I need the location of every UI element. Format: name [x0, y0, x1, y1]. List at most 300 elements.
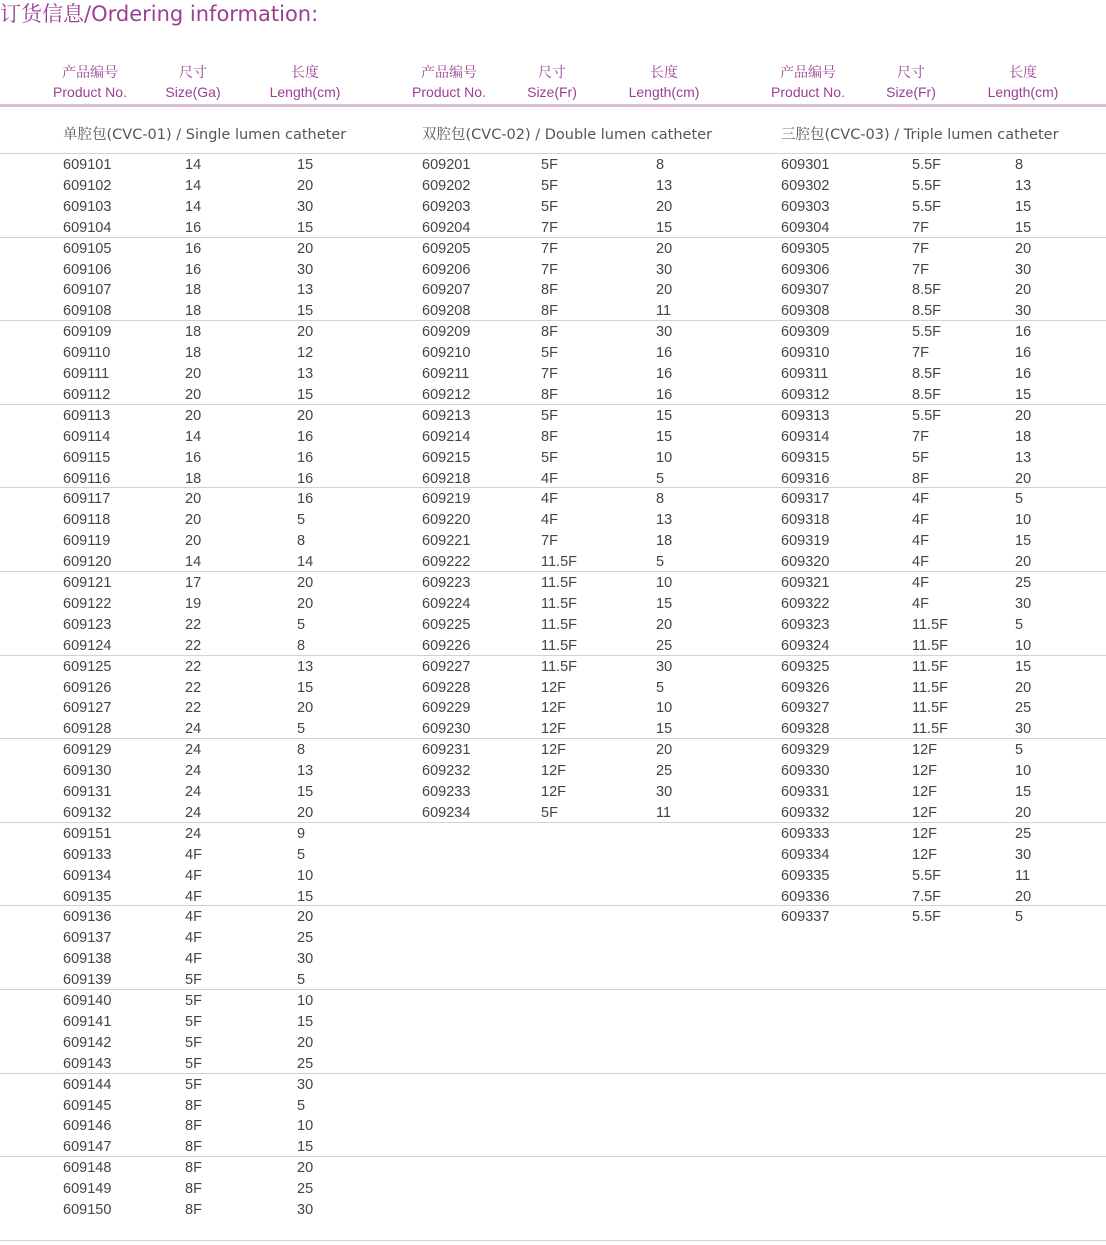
length-cell: 13 [1015, 177, 1032, 194]
product-no-cell: 609151 [63, 825, 112, 842]
size-cell: 5F [541, 198, 558, 215]
row-divider [0, 989, 1106, 990]
size-cell: 11.5F [912, 616, 949, 633]
product-no-cell: 609225 [422, 616, 471, 633]
row-divider [0, 1156, 1106, 1157]
header-length-en: Length(cm) [269, 84, 341, 100]
length-cell: 30 [656, 324, 673, 341]
product-no-cell: 609317 [781, 491, 830, 508]
product-no-cell: 609201 [422, 157, 471, 173]
length-cell: 30 [297, 198, 314, 215]
product-no-cell: 609112 [63, 386, 111, 403]
length-cell: 20 [297, 177, 314, 194]
header-length-cn: 长度 [650, 65, 678, 81]
product-no-cell: 609230 [422, 721, 471, 738]
size-cell: 11.5F [912, 721, 949, 738]
header-divider [0, 104, 1106, 107]
header-length-cn: 长度 [291, 65, 319, 81]
product-no-cell: 609203 [422, 198, 471, 215]
length-cell: 15 [656, 428, 673, 445]
product-no-cell: 609315 [781, 449, 830, 466]
product-no-cell: 609221 [422, 533, 471, 550]
product-no-cell: 609102 [63, 177, 112, 194]
size-cell: 24 [185, 804, 202, 821]
length-cell: 20 [297, 700, 314, 717]
product-no-cell: 609234 [422, 804, 471, 821]
length-cell: 30 [297, 1076, 314, 1093]
size-cell: 5F [541, 345, 558, 362]
length-cell: 10 [1015, 763, 1032, 780]
product-no-cell: 609209 [422, 324, 471, 341]
length-cell: 13 [297, 282, 314, 299]
length-cell: 20 [297, 804, 314, 821]
length-cell: 10 [297, 993, 314, 1009]
length-cell: 5 [297, 1097, 306, 1114]
product-no-cell: 609139 [63, 972, 112, 989]
length-cell: 20 [1015, 240, 1032, 257]
product-no-cell: 609114 [63, 428, 111, 445]
product-no-cell: 609231 [422, 742, 471, 759]
product-no-cell: 609205 [422, 240, 471, 257]
product-no-cell: 609106 [63, 261, 112, 278]
product-no-cell: 609312 [781, 386, 830, 403]
size-cell: 22 [185, 616, 202, 633]
product-no-cell: 609304 [781, 219, 830, 236]
size-cell: 7F [912, 261, 929, 278]
length-cell: 25 [1015, 575, 1032, 591]
length-cell: 25 [297, 1055, 314, 1072]
product-no-cell: 609107 [63, 282, 112, 299]
product-no-cell: 609110 [63, 345, 111, 362]
size-cell: 14 [185, 428, 202, 445]
row-divider [0, 1073, 1106, 1074]
size-cell: 7.5F [912, 888, 942, 905]
product-no-cell: 609215 [422, 449, 471, 466]
product-no-cell: 609103 [63, 198, 112, 215]
size-cell: 7F [541, 533, 558, 550]
product-no-cell: 609125 [63, 658, 112, 675]
size-cell: 24 [185, 721, 202, 738]
product-no-cell: 609311 [781, 366, 829, 382]
size-cell: 4F [541, 470, 558, 487]
length-cell: 16 [656, 345, 673, 362]
size-cell: 16 [185, 240, 202, 257]
product-no-cell: 609305 [781, 240, 830, 257]
length-cell: 15 [297, 888, 314, 905]
length-cell: 8 [656, 491, 665, 508]
size-cell: 11.5F [912, 658, 949, 675]
product-no-cell: 609233 [422, 784, 471, 800]
size-cell: 4F [912, 512, 929, 529]
size-cell: 4F [541, 491, 558, 508]
length-cell: 15 [297, 679, 314, 696]
length-cell: 15 [297, 1013, 314, 1030]
size-cell: 12F [912, 825, 937, 842]
product-no-cell: 609128 [63, 721, 112, 738]
header-size-en: Size(Ga) [165, 84, 221, 100]
length-cell: 30 [297, 1202, 314, 1218]
length-cell: 20 [1015, 804, 1032, 821]
size-cell: 11.5F [541, 575, 578, 591]
length-cell: 15 [1015, 198, 1032, 215]
size-cell: 4F [912, 554, 929, 571]
size-cell: 16 [185, 219, 202, 236]
product-no-cell: 609329 [781, 742, 830, 759]
size-cell: 16 [185, 261, 202, 278]
length-cell: 13 [297, 658, 314, 675]
length-cell: 10 [1015, 512, 1032, 529]
product-no-cell: 609130 [63, 763, 112, 780]
product-no-cell: 609327 [781, 700, 830, 717]
length-cell: 18 [1015, 428, 1032, 445]
header-size-en: Size(Fr) [886, 84, 936, 100]
product-no-cell: 609127 [63, 700, 112, 717]
product-no-cell: 609223 [422, 575, 471, 591]
size-cell: 5F [912, 449, 929, 466]
size-cell: 14 [185, 554, 202, 571]
header-product-no-en: Product No. [771, 84, 845, 100]
length-cell: 20 [1015, 470, 1032, 487]
size-cell: 17 [185, 575, 202, 591]
length-cell: 11 [656, 303, 672, 320]
length-cell: 16 [656, 366, 673, 382]
length-cell: 25 [656, 637, 673, 654]
length-cell: 15 [297, 219, 314, 236]
size-cell: 7F [912, 219, 929, 236]
product-no-cell: 609136 [63, 909, 112, 926]
product-no-cell: 609229 [422, 700, 471, 717]
size-cell: 8F [185, 1118, 202, 1135]
size-cell: 22 [185, 658, 202, 675]
product-no-cell: 609308 [781, 303, 830, 320]
product-no-cell: 609135 [63, 888, 112, 905]
header-product-no-cn: 产品编号 [62, 65, 118, 81]
product-no-cell: 609309 [781, 324, 830, 341]
product-no-cell: 609208 [422, 303, 471, 320]
size-cell: 11.5F [541, 658, 578, 675]
size-cell: 12F [912, 742, 937, 759]
product-no-cell: 609138 [63, 951, 112, 968]
product-no-cell: 609204 [422, 219, 471, 236]
length-cell: 10 [656, 575, 673, 591]
product-no-cell: 609313 [781, 407, 830, 424]
product-no-cell: 609118 [63, 512, 111, 529]
product-no-cell: 609206 [422, 261, 471, 278]
product-no-cell: 609318 [781, 512, 830, 529]
size-cell: 5F [541, 407, 558, 424]
length-cell: 16 [297, 428, 314, 445]
product-no-cell: 609220 [422, 512, 471, 529]
product-no-cell: 609222 [422, 554, 471, 571]
product-no-cell: 609211 [422, 366, 470, 382]
length-cell: 20 [297, 1160, 314, 1177]
size-cell: 8.5F [912, 366, 942, 382]
product-no-cell: 609301 [781, 157, 830, 173]
size-cell: 22 [185, 637, 202, 654]
size-cell: 8F [185, 1181, 202, 1198]
length-cell: 15 [297, 157, 314, 173]
product-no-cell: 609232 [422, 763, 471, 780]
size-cell: 12F [912, 763, 937, 780]
product-no-cell: 609134 [63, 867, 112, 884]
length-cell: 15 [656, 219, 673, 236]
size-cell: 4F [185, 888, 202, 905]
size-cell: 8F [541, 428, 558, 445]
product-no-cell: 609140 [63, 993, 112, 1009]
product-no-cell: 609132 [63, 804, 112, 821]
product-no-cell: 609131 [63, 784, 112, 800]
product-no-cell: 609228 [422, 679, 471, 696]
size-cell: 22 [185, 679, 202, 696]
product-no-cell: 609210 [422, 345, 471, 362]
size-cell: 7F [912, 240, 929, 257]
header-size-cn: 尺寸 [538, 65, 566, 81]
length-cell: 5 [656, 470, 665, 487]
length-cell: 15 [656, 721, 673, 738]
size-cell: 18 [185, 303, 202, 320]
header-product-no-cn: 产品编号 [780, 65, 836, 81]
size-cell: 11.5F [541, 616, 578, 633]
length-cell: 5 [297, 972, 306, 989]
length-cell: 8 [297, 533, 306, 550]
length-cell: 11 [1015, 867, 1031, 884]
length-cell: 10 [656, 700, 673, 717]
product-no-cell: 609212 [422, 386, 471, 403]
product-no-cell: 609144 [63, 1076, 112, 1093]
size-cell: 11.5F [541, 637, 578, 654]
size-cell: 11.5F [912, 700, 949, 717]
product-no-cell: 609105 [63, 240, 112, 257]
size-cell: 4F [541, 512, 558, 529]
length-cell: 5 [297, 616, 306, 633]
length-cell: 20 [656, 616, 673, 633]
length-cell: 16 [1015, 345, 1032, 362]
product-no-cell: 609101 [63, 157, 112, 173]
product-no-cell: 609141 [63, 1013, 112, 1030]
size-cell: 7F [912, 428, 929, 445]
length-cell: 25 [1015, 700, 1032, 717]
product-no-cell: 609109 [63, 324, 112, 341]
header-size-cn: 尺寸 [179, 65, 207, 81]
size-cell: 5F [541, 157, 558, 173]
product-no-cell: 609325 [781, 658, 830, 675]
size-cell: 12F [541, 742, 566, 759]
size-cell: 5.5F [912, 909, 942, 926]
length-cell: 15 [1015, 784, 1032, 800]
product-no-cell: 609333 [781, 825, 830, 842]
size-cell: 20 [185, 512, 202, 529]
product-no-cell: 609224 [422, 595, 471, 612]
length-cell: 18 [656, 533, 673, 550]
header-length [963, 64, 1083, 102]
length-cell: 15 [1015, 219, 1032, 236]
product-no-cell: 609113 [63, 407, 111, 424]
length-cell: 20 [297, 1034, 314, 1051]
header-product-no-cn: 产品编号 [421, 65, 477, 81]
size-cell: 24 [185, 763, 202, 780]
size-cell: 14 [185, 157, 202, 173]
size-cell: 4F [185, 909, 202, 926]
length-cell: 13 [656, 512, 673, 529]
length-cell: 5 [1015, 491, 1024, 508]
size-cell: 5.5F [912, 324, 942, 341]
length-cell: 30 [1015, 303, 1032, 320]
length-cell: 25 [1015, 825, 1032, 842]
product-no-cell: 609148 [63, 1160, 112, 1177]
size-cell: 8F [541, 324, 558, 341]
size-cell: 11.5F [541, 595, 578, 612]
bottom-divider [0, 1240, 1106, 1241]
product-no-cell: 609319 [781, 533, 830, 550]
size-cell: 18 [185, 470, 202, 487]
product-no-cell: 609214 [422, 428, 471, 445]
product-no-cell: 609202 [422, 177, 471, 194]
product-no-cell: 609218 [422, 470, 471, 487]
length-cell: 20 [656, 742, 673, 759]
size-cell: 5F [541, 804, 558, 821]
length-cell: 13 [297, 763, 314, 780]
length-cell: 5 [656, 554, 665, 571]
size-cell: 12F [541, 763, 566, 780]
length-cell: 13 [1015, 449, 1032, 466]
size-cell: 20 [185, 386, 202, 403]
product-no-cell: 609137 [63, 930, 112, 947]
length-cell: 15 [297, 784, 314, 800]
size-cell: 7F [541, 219, 558, 236]
length-cell: 30 [656, 261, 673, 278]
size-cell: 5.5F [912, 867, 942, 884]
product-no-cell: 609147 [63, 1139, 112, 1156]
length-cell: 12 [297, 345, 314, 362]
size-cell: 18 [185, 282, 202, 299]
length-cell: 25 [297, 1181, 314, 1198]
product-no-cell: 609302 [781, 177, 830, 194]
length-cell: 30 [1015, 721, 1032, 738]
length-cell: 20 [1015, 679, 1032, 696]
header-product-no-en: Product No. [412, 84, 486, 100]
product-no-cell: 609117 [63, 491, 111, 508]
product-no-cell: 609149 [63, 1181, 112, 1198]
length-cell: 30 [297, 951, 314, 968]
size-cell: 8F [912, 470, 929, 487]
length-cell: 20 [297, 407, 314, 424]
size-cell: 7F [912, 345, 929, 362]
header-size [851, 64, 971, 102]
size-cell: 4F [912, 533, 929, 550]
product-no-cell: 609331 [781, 784, 830, 800]
size-cell: 5.5F [912, 157, 942, 173]
length-cell: 20 [656, 282, 673, 299]
size-cell: 8F [541, 386, 558, 403]
product-no-cell: 609111 [63, 366, 110, 382]
length-cell: 15 [297, 303, 314, 320]
length-cell: 25 [656, 763, 673, 780]
product-no-cell: 609336 [781, 888, 830, 905]
size-cell: 5.5F [912, 177, 942, 194]
size-cell: 14 [185, 198, 202, 215]
length-cell: 8 [1015, 157, 1024, 173]
product-no-cell: 609116 [63, 470, 111, 487]
size-cell: 4F [912, 575, 929, 591]
length-cell: 30 [656, 784, 673, 800]
size-cell: 8F [185, 1202, 202, 1218]
size-cell: 4F [185, 951, 202, 968]
length-cell: 13 [297, 366, 314, 382]
product-no-cell: 609219 [422, 491, 471, 508]
size-cell: 4F [912, 491, 929, 508]
length-cell: 16 [297, 491, 314, 508]
row-divider [0, 153, 1106, 154]
size-cell: 12F [541, 700, 566, 717]
length-cell: 20 [1015, 407, 1032, 424]
size-cell: 5.5F [912, 407, 942, 424]
product-no-cell: 609314 [781, 428, 830, 445]
product-no-cell: 609133 [63, 846, 112, 863]
length-cell: 16 [1015, 366, 1032, 382]
product-no-cell: 609320 [781, 554, 830, 571]
header-size [133, 64, 253, 102]
size-cell: 20 [185, 366, 202, 382]
product-no-cell: 609143 [63, 1055, 112, 1072]
header-product-no [389, 64, 509, 102]
group-subtitle: 双腔包(CVC-02) / Double lumen catheter [422, 127, 713, 143]
length-cell: 20 [297, 909, 314, 926]
size-cell: 11.5F [912, 679, 949, 696]
size-cell: 7F [541, 261, 558, 278]
size-cell: 16 [185, 449, 202, 466]
product-no-cell: 609307 [781, 282, 830, 299]
length-cell: 20 [1015, 554, 1032, 571]
header-size-cn: 尺寸 [897, 65, 925, 81]
header-product-no-en: Product No. [53, 84, 127, 100]
length-cell: 10 [656, 449, 673, 466]
size-cell: 11.5F [912, 637, 949, 654]
size-cell: 8.5F [912, 303, 942, 320]
size-cell: 5F [185, 1055, 202, 1072]
length-cell: 5 [297, 721, 306, 738]
length-cell: 13 [656, 177, 673, 194]
product-no-cell: 609124 [63, 637, 112, 654]
product-no-cell: 609123 [63, 616, 112, 633]
length-cell: 20 [1015, 282, 1032, 299]
length-cell: 20 [297, 324, 314, 341]
size-cell: 12F [912, 784, 937, 800]
length-cell: 8 [297, 637, 306, 654]
size-cell: 7F [541, 366, 558, 382]
product-no-cell: 609121 [63, 575, 112, 591]
length-cell: 10 [297, 867, 314, 884]
product-no-cell: 609115 [63, 449, 111, 466]
size-cell: 12F [912, 804, 937, 821]
size-cell: 5F [541, 449, 558, 466]
size-cell: 18 [185, 345, 202, 362]
length-cell: 11 [656, 804, 672, 821]
length-cell: 5 [1015, 616, 1024, 633]
length-cell: 15 [656, 595, 673, 612]
product-no-cell: 609129 [63, 742, 112, 759]
header-length-cn: 长度 [1009, 65, 1037, 81]
size-cell: 19 [185, 595, 202, 612]
product-no-cell: 609322 [781, 595, 830, 612]
length-cell: 16 [297, 470, 314, 487]
length-cell: 5 [656, 679, 665, 696]
length-cell: 20 [1015, 888, 1032, 905]
length-cell: 5 [1015, 742, 1024, 759]
size-cell: 5F [541, 177, 558, 194]
product-no-cell: 609337 [781, 909, 830, 926]
length-cell: 16 [1015, 324, 1032, 341]
product-no-cell: 609324 [781, 637, 830, 654]
